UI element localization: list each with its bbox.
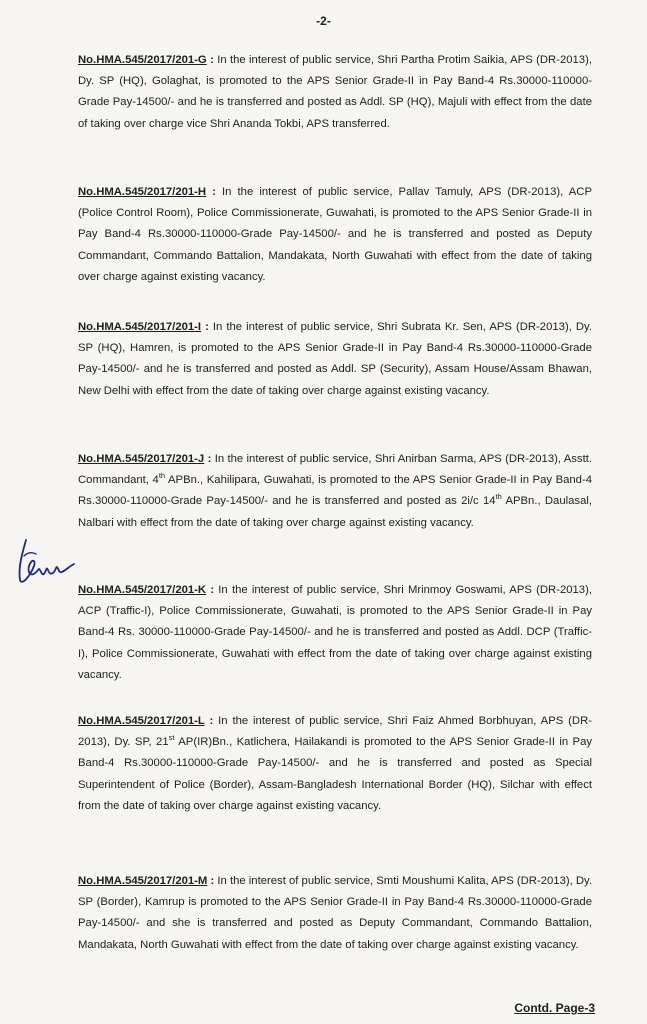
order-number: No.HMA.545/2017/201-M: [78, 875, 208, 887]
order-paragraph-i: [78, 317, 592, 402]
order-body-part: APBn., Kahilipara, Guwahati, is promoted to the APS Senior Grade-II in Pay Band-4 Rs.30000-110000-Grade Pay-14500/- and he is transferred and posted as 2i/c 14: [78, 474, 593, 508]
order-paragraph-h: [78, 182, 592, 288]
order-number: No.HMA.545/2017/201-H: [78, 186, 207, 198]
order-paragraph-l: [78, 711, 592, 817]
order-body: In the interest of public service, Smti Moushumi Kalita, APS (DR-2013), Dy. SP (Border), Kamrup is promoted to the APS Senior Grade-II in Pay Band-4 Rs.30000-110000-Grade Pay-14500/- and she is transferred and posted as Deputy Commandant, Commando Battalion, Mandakata, North Guwahati with effect from the date of taking over charge against existing vacancy.: [78, 875, 593, 951]
order-separator: :: [206, 584, 219, 596]
order-separator: :: [206, 54, 218, 66]
ordinal-suffix: th: [495, 492, 502, 502]
order-number: No.HMA.545/2017/201-J: [78, 453, 205, 465]
page-number: -2-: [316, 14, 331, 28]
order-paragraph-j: [78, 449, 592, 534]
order-separator: :: [204, 715, 219, 727]
order-number: No.HMA.545/2017/201-K: [78, 584, 207, 596]
order-separator: :: [206, 186, 223, 198]
order-separator: :: [207, 875, 218, 887]
order-number: No.HMA.545/2017/201-L: [78, 715, 205, 727]
order-body: In the interest of public service, Shri Partha Protim Saikia, APS (DR-2013), Dy. SP (HQ), Golaghat, is promoted to the APS Senior Grade-II in Pay Band-4 Rs.30000-110000-Grade Pay-14500/- and he is transferred and posted as Addl. SP (HQ), Majuli with effect from the date of taking over charge vice Shri Ananda Tokbi, APS transferred.: [78, 54, 592, 130]
order-paragraph-k: [78, 580, 592, 686]
ordinal-suffix: st: [168, 733, 175, 743]
order-paragraph-g: [78, 50, 592, 135]
order-separator: :: [204, 453, 215, 465]
ordinal-suffix: th: [158, 471, 166, 481]
order-body-part: APBn., Daulasal, Nalbari with effect from the date of taking over charge against existing vacancy.: [78, 495, 592, 529]
order-body-part: In the interest of public service, Shri Anirban Sarma, APS (DR-2013), Asstt. Commandant, 4: [78, 453, 592, 487]
order-body: In the interest of public service, Shri Mrinmoy Goswami, APS (DR-2013), ACP (Traffic-I), Police Commissionerate, Guwahati, is promoted to the APS Senior Grade-II in Pay Band-4 Rs. 30000-110000-Grade Pay-14500/- and he is transferred and posted as Addl. DCP (Traffic-I), Police Commissionerate, Guwahati with effect from the date of taking over charge against existing vacancy.: [78, 584, 592, 681]
continued-page-note: Contd. Page-3: [514, 1001, 595, 1015]
order-separator: :: [201, 321, 213, 333]
handwritten-signature: [14, 536, 76, 590]
order-number: No.HMA.545/2017/201-G: [78, 54, 207, 66]
order-body-part: AP(IR)Bn., Katlichera, Hailakandi is promoted to the APS Senior Grade-II in Pay Band-4 Rs.30000-110000-Grade Pay-14500/- and he is transferred and posted as Special Superintendent of Police (Border), Assam-Bangladesh International Border (HQ), Silchar with effect from the date of taking over charge against existing vacancy.: [78, 736, 592, 812]
order-body: In the interest of public service, Pallav Tamuly, APS (DR-2013), ACP (Police Control Room), Police Commissionerate, Guwahati, is promoted to the APS Senior Grade-II in Pay Band-4 Rs.30000-110000-Grade Pay-14500/- and he is transferred and posted as Deputy Commandant, Commando Battalion, Mandakata, North Guwahati with effect from the date of taking over charge against existing vacancy.: [78, 186, 592, 283]
order-paragraph-m: [78, 871, 592, 956]
order-body-part: In the interest of public service, Shri Faiz Ahmed Borbhuyan, APS (DR-2013), Dy. SP, 21: [78, 715, 592, 749]
order-body: In the interest of public service, Shri Subrata Kr. Sen, APS (DR-2013), Dy. SP (HQ), Hamren, is promoted to the APS Senior Grade-II in Pay Band-4 Rs.30000-110000-Grade Pay-14500/- and he is transferred and posted as Addl. SP (Security), Assam House/Assam Bhawan, New Delhi with effect from the date of taking over charge against existing vacancy.: [78, 321, 592, 397]
order-number: No.HMA.545/2017/201-I: [78, 321, 202, 333]
